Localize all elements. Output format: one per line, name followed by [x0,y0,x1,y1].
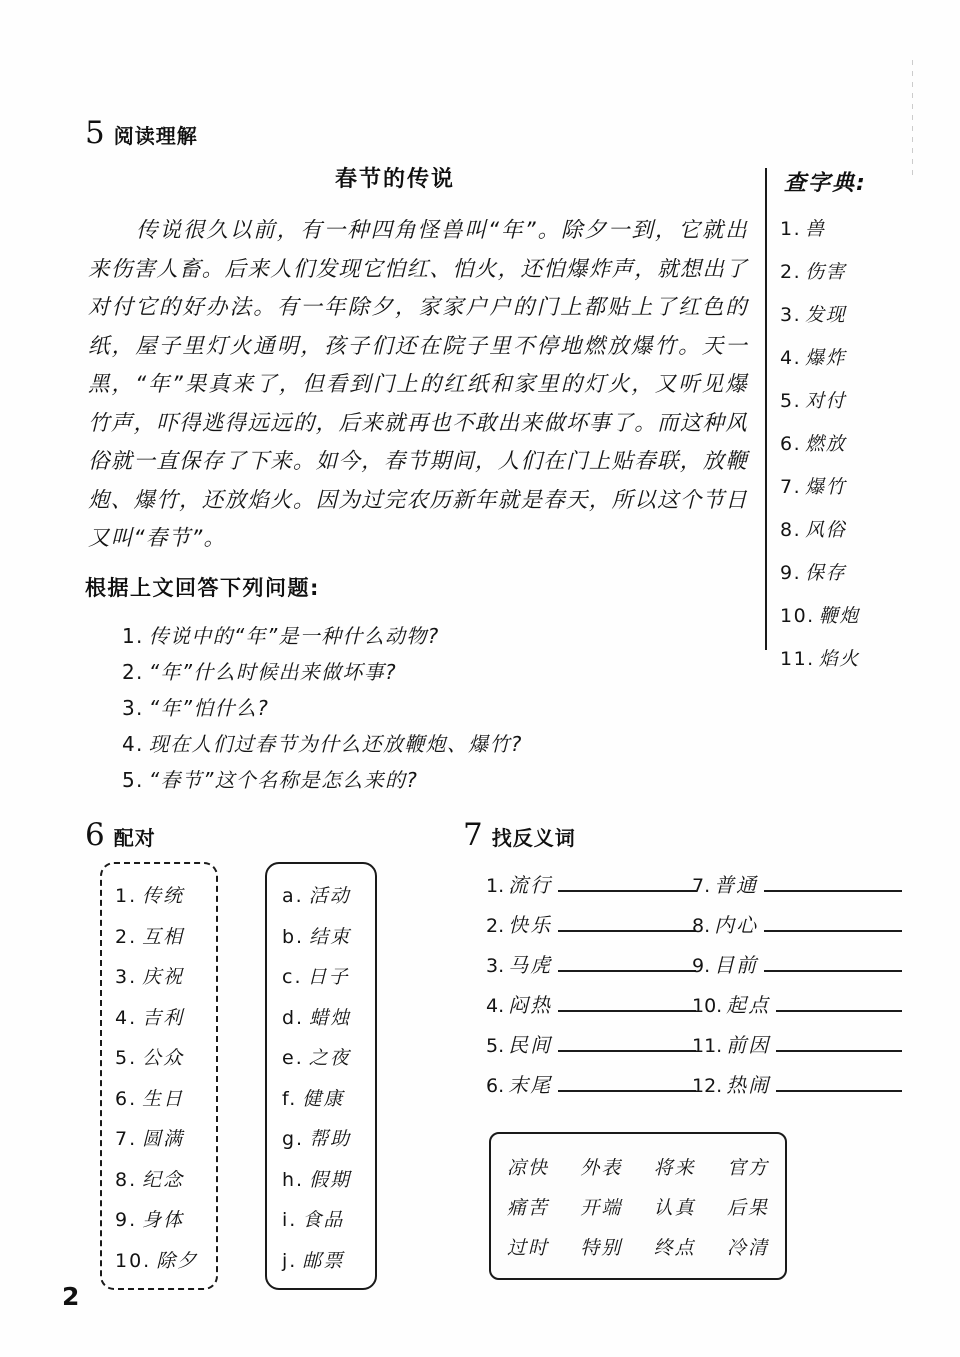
section-7-title: 找反义词 [491,826,576,850]
item-word: 内心 [714,913,759,937]
item-number: 3. [486,955,505,977]
word-bank-word[interactable]: 过时 [507,1237,550,1259]
antonym-item [486,906,696,946]
antonym-item [692,946,902,986]
item-word: 风俗 [805,519,847,541]
item-word: 爆竹 [805,476,847,498]
list-item[interactable] [267,1160,375,1201]
item-word: 食品 [302,1209,345,1231]
antonym-item [692,1026,902,1066]
list-item[interactable] [102,1160,216,1201]
answer-blank[interactable] [764,870,902,892]
item-number: 8. [115,1168,138,1191]
item-number: 6. [780,433,802,455]
item-letter: b. [282,925,305,948]
page-number: 2 [62,1282,80,1311]
word-bank-row [507,1188,769,1228]
word-bank-word[interactable]: 特别 [580,1237,623,1259]
answer-blank[interactable] [776,990,902,1012]
answer-blank[interactable] [558,990,696,1012]
word-bank-word[interactable]: 开端 [580,1197,623,1219]
question-text: “年”怕什么? [148,696,270,720]
item-number: 1. [115,885,138,907]
antonym-item [486,1026,696,1066]
item-letter: d. [282,1006,305,1029]
dictionary-item [780,337,910,380]
section-5-number: 5 [85,115,105,151]
item-number: 7. [780,476,802,498]
question-item [122,690,722,726]
question-text: “春节”这个名称是怎么来的? [148,768,419,792]
question-item [122,726,722,762]
passage-body: 传说很久以前，有一种四角怪兽叫“年”。除夕一到，它就出来伤害人畜。后来人们发现它怕红、怕火，还怕爆炸声，就想出了对付它的好办法。有一年除夕，家家户户的门上都贴上了红色的纸，屋子里灯火通明，孩子们还在院子里不停地燃放爆竹。天一黑，“年”果真来了，但看到门上的红纸和家里的灯火，又听见爆竹声，吓得逃得远远的，后来就再也不敢出来做坏事了。而这种风俗就一直保存了下来。如今，春节期间，人们在门上贴春联，放鞭炮、爆竹，还放焰火。因为过完农历新年就是春天，所以这个节日又叫“春节”。 [88,218,748,551]
dictionary-item [780,423,910,466]
antonym-item [692,986,902,1026]
item-word: 鞭炮 [818,605,860,627]
item-word: 日子 [307,966,350,988]
question-number: 1. [122,624,144,648]
item-number: 12. [692,1075,723,1097]
item-word: 之夜 [308,1047,351,1069]
item-word: 爆炸 [805,347,847,369]
item-letter: c. [282,966,303,988]
item-word: 公众 [142,1047,185,1069]
item-number: 9. [692,955,711,977]
dictionary-list [780,208,910,681]
item-word: 蜡烛 [309,1006,352,1029]
antonym-item [692,906,902,946]
word-bank-word[interactable]: 官方 [726,1157,769,1179]
item-number: 10. [115,1249,152,1272]
item-word: 邮票 [302,1249,345,1272]
item-word: 保存 [805,562,847,584]
list-item[interactable] [102,1079,216,1120]
item-number: 9. [780,562,802,584]
answer-blank[interactable] [558,1070,696,1092]
questions-heading: 根据上文回答下列问题: [85,576,320,600]
word-bank-word[interactable]: 终点 [653,1237,696,1259]
section-5-header [85,115,198,151]
section-6-number: 6 [85,817,105,853]
answer-blank[interactable] [776,1070,902,1092]
item-letter: a. [282,885,304,907]
item-number: 4. [780,347,802,369]
scan-edge-artifact [912,60,913,180]
list-item[interactable] [102,876,216,917]
dictionary-item [780,552,910,595]
section-5-title: 阅读理解 [113,124,198,148]
answer-blank[interactable] [558,1030,696,1052]
item-number: 4. [486,995,505,1017]
word-bank-word[interactable]: 痛苦 [507,1197,550,1219]
antonym-item [486,946,696,986]
list-item[interactable] [267,1241,375,1282]
dictionary-item [780,208,910,251]
word-bank-word[interactable]: 后果 [726,1197,769,1219]
item-word: 发现 [805,304,847,326]
word-bank-word[interactable]: 将来 [653,1157,696,1179]
section-6-title: 配对 [113,826,156,850]
dictionary-heading: 查字典: [784,171,867,196]
item-letter: f. [282,1087,298,1110]
dictionary-item [780,294,910,337]
question-text: 传说中的“年”是一种什么动物? [148,624,440,648]
item-word: 活动 [308,885,351,907]
item-word: 前因 [726,1033,771,1057]
item-number: 1. [780,218,802,240]
item-word: 目前 [714,953,759,977]
list-item[interactable] [267,917,375,958]
answer-blank[interactable] [558,950,696,972]
item-word: 伤害 [805,261,847,283]
item-number: 7. [115,1128,138,1150]
matching-left-box [100,862,218,1290]
item-word: 帮助 [309,1128,352,1150]
question-number: 5. [122,768,144,792]
item-number: 10. [780,605,815,627]
item-word: 庆祝 [142,966,185,988]
word-bank-word[interactable]: 外表 [580,1157,623,1179]
list-item[interactable] [267,1119,375,1160]
section-7-number: 7 [463,817,483,853]
answer-blank[interactable] [764,950,902,972]
word-bank-word[interactable]: 认真 [653,1197,696,1219]
item-number: 7. [692,875,711,897]
column-divider [765,168,767,650]
list-item[interactable] [267,998,375,1039]
item-word: 吉利 [142,1006,185,1029]
item-number: 2. [780,261,802,283]
item-word: 健康 [302,1087,345,1110]
item-word: 互相 [142,925,185,948]
answer-blank[interactable] [776,1030,902,1052]
list-item[interactable] [267,957,375,998]
antonym-item [486,986,696,1026]
item-word: 起点 [726,993,771,1017]
answer-blank[interactable] [764,910,902,932]
item-word: 结束 [309,925,352,948]
list-item[interactable] [102,998,216,1039]
item-number: 6. [486,1075,505,1097]
item-letter: g. [282,1128,305,1150]
antonym-item [692,1066,902,1106]
word-bank-word[interactable]: 凉快 [507,1157,550,1179]
word-bank-row [507,1148,769,1188]
item-number: 11. [692,1035,723,1057]
item-word: 马虎 [508,953,553,977]
list-item[interactable] [102,1038,216,1079]
item-word: 闷热 [508,993,553,1017]
question-text: 现在人们过春节为什么还放鞭炮、爆竹? [148,732,523,756]
item-word: 民间 [508,1033,553,1057]
item-word: 热闹 [726,1073,771,1097]
question-number: 2. [122,660,144,684]
list-item[interactable] [102,957,216,998]
item-number: 6. [115,1087,138,1110]
question-number: 3. [122,696,144,720]
item-word: 末尾 [508,1073,553,1097]
word-bank-box [489,1132,787,1280]
answer-blank[interactable] [558,870,696,892]
item-number: 3. [115,966,138,988]
section-6-header [85,817,156,853]
questions-list [122,618,722,798]
item-word: 身体 [142,1209,185,1231]
item-number: 1. [486,875,505,897]
item-word: 兽 [805,218,826,240]
item-letter: j. [282,1249,298,1272]
item-word: 快乐 [508,913,553,937]
dictionary-item [780,509,910,552]
list-item[interactable] [102,1241,216,1282]
list-item[interactable] [267,1200,375,1241]
antonym-column-1 [486,866,696,1106]
list-item[interactable] [102,1119,216,1160]
antonym-item [486,866,696,906]
item-number: 9. [115,1209,138,1231]
list-item[interactable] [102,917,216,958]
question-item [122,654,722,690]
item-word: 流行 [508,873,553,897]
antonym-item [692,866,902,906]
antonym-column-2 [692,866,902,1106]
question-item [122,762,722,798]
list-item[interactable] [267,1079,375,1120]
item-number: 3. [780,304,802,326]
question-text: “年”什么时候出来做坏事? [148,660,397,684]
item-word: 假期 [309,1168,352,1191]
item-number: 4. [115,1006,138,1029]
item-number: 8. [692,915,711,937]
item-number: 10. [692,995,723,1017]
item-letter: e. [282,1047,304,1069]
dictionary-item [780,638,910,681]
item-word: 除夕 [156,1249,199,1272]
dictionary-item [780,595,910,638]
item-word: 传统 [142,885,185,907]
passage-title: 春节的传说 [335,167,456,192]
dictionary-item [780,380,910,423]
matching-right-box [265,862,377,1290]
item-number: 8. [780,519,802,541]
item-number: 5. [115,1047,138,1069]
item-word: 纪念 [142,1168,185,1191]
item-number: 5. [486,1035,505,1057]
item-number: 2. [115,925,138,948]
item-word: 对付 [805,390,847,412]
word-bank-row [507,1228,769,1268]
list-item[interactable] [267,1038,375,1079]
item-letter: h. [282,1168,305,1191]
item-number: 11. [780,648,815,670]
item-word: 生日 [142,1087,185,1110]
word-bank-word[interactable]: 冷清 [726,1237,769,1259]
item-word: 普通 [714,873,759,897]
section-7-header [463,817,576,853]
item-number: 5. [780,390,802,412]
matching-left-list [102,864,216,1281]
answer-blank[interactable] [558,910,696,932]
matching-right-list [267,864,375,1281]
item-number: 2. [486,915,505,937]
dictionary-item [780,466,910,509]
dictionary-item [780,251,910,294]
item-letter: i. [282,1209,298,1231]
list-item[interactable] [102,1200,216,1241]
antonym-item [486,1066,696,1106]
item-word: 圆满 [142,1128,185,1150]
question-item [122,618,722,654]
list-item[interactable] [267,876,375,917]
item-word: 燃放 [805,433,847,455]
item-word: 焰火 [818,648,860,670]
question-number: 4. [122,732,144,756]
